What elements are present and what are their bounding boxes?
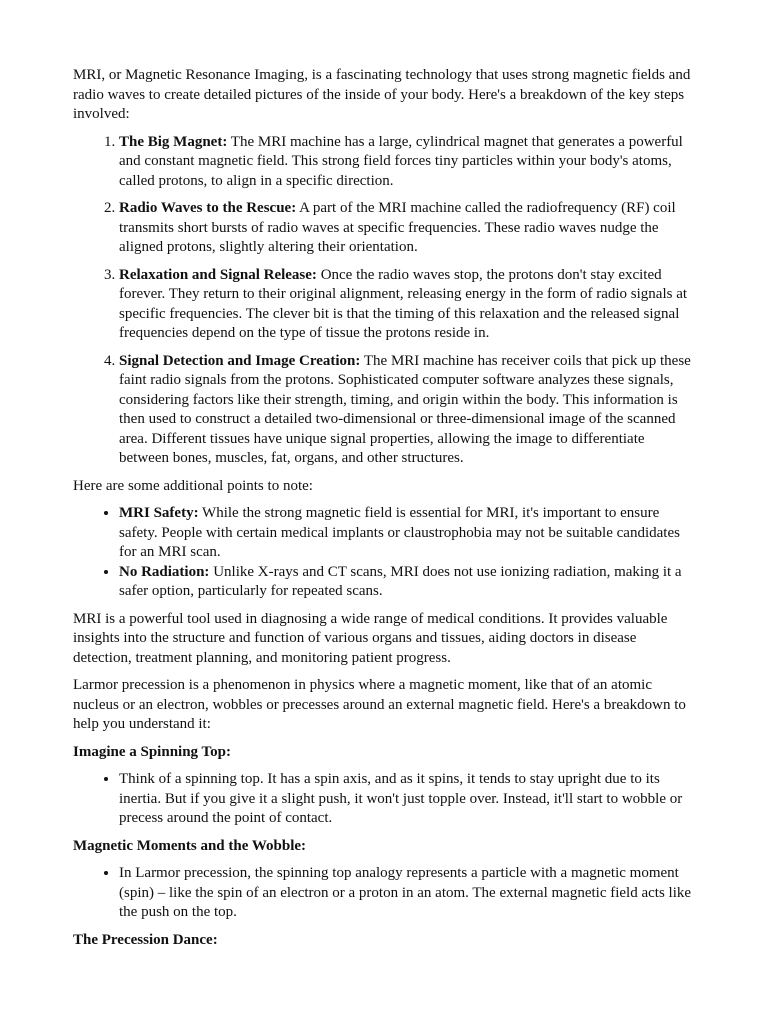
- section-heading: The Precession Dance:: [73, 931, 218, 948]
- list-item: [119, 199, 698, 258]
- point-term: No Radiation:: [119, 563, 210, 580]
- step-term: Relaxation and Signal Release:: [119, 266, 317, 283]
- point-text: While the strong magnetic field is essential for MRI, it's important to ensure safety. People with certain medical implants or claustrophobia may not be suitable candidates for an MRI scan.: [119, 505, 680, 560]
- list-item: [119, 133, 698, 192]
- list-item: • In Larmor precession, the spinning top analogy represents a particle with a magnetic moment (spin) – like the spin of an electron or a proton in an atom. The external magnetic field acts like the push on the top.: [119, 864, 698, 923]
- larmor-intro-paragraph: Larmor precession is a phenomenon in physics where a magnetic moment, like that of an atomic nucleus or an electron, wobbles or precesses around an external magnetic field. Here's a breakdown to help you understand it:: [73, 677, 686, 732]
- step-text: A part of the MRI machine called the radiofrequency (RF) coil transmits short bursts of radio waves at specific frequencies. These radio waves nudge the aligned protons, slightly altering their orientation.: [119, 200, 676, 255]
- step-term: Signal Detection and Image Creation:: [119, 352, 361, 369]
- step-text: The MRI machine has a large, cylindrical magnet that generates a powerful and constant magnetic field. This strong field forces tiny particles within your body's atoms, called protons, to align in a specific direction.: [119, 133, 683, 189]
- step-text: Once the radio waves stop, the protons don't stay excited forever. They return to their original alignment, releasing energy in the form of radio signals at specific frequencies. The clever bit is that the timing of this relaxation and the released signal frequencies depend on the type of tissue the protons reside in.: [119, 266, 688, 341]
- summary-paragraph: MRI is a powerful tool used in diagnosing a wide range of medical conditions. It provides valuable insights into the structure and function of various organs and tissues, aiding doctors in disease detection, treatment planning, and monitoring patient progress.: [73, 610, 668, 666]
- section-bullets: [73, 864, 698, 923]
- additional-intro: Here are some additional points to note:: [73, 477, 313, 494]
- point-term: MRI Safety:: [119, 505, 199, 521]
- section-heading: Imagine a Spinning Top:: [73, 743, 231, 760]
- list-item: [119, 352, 698, 469]
- list-item: [119, 563, 698, 602]
- list-item: [119, 266, 698, 344]
- mri-steps-list: [73, 133, 698, 469]
- section-bullets: [73, 770, 698, 829]
- step-text: The MRI machine has receiver coils that pick up these faint radio signals from the protons. Sophisticated computer software analyzes these signals, considering factors like their strength, timing, and origin within the body. This information is then used to construct a detailed two-dimensional or three-dimensional image of the scanned area. Different tissues have unique signal properties, allowing the image to differentiate between bones, muscles, fat, organs, and other structures.: [119, 352, 691, 466]
- section-heading: Magnetic Moments and the Wobble:: [73, 837, 307, 854]
- list-item: [119, 504, 698, 563]
- intro-paragraph: MRI, or Magnetic Resonance Imaging, is a fascinating technology that uses strong magnetic fields and radio waves to create detailed pictures of the inside of your body. Here's a breakdown of the key steps involved:: [73, 67, 691, 122]
- additional-points-list: [73, 504, 698, 602]
- step-term: Radio Waves to the Rescue:: [119, 200, 297, 216]
- list-item: • Think of a spinning top. It has a spin axis, and as it spins, it tends to stay upright due to its inertia. But if you give it a slight push, it won't just topple over. Instead, it'll start to wobble or precess around the point of contact.: [119, 770, 698, 829]
- step-term: The Big Magnet:: [119, 133, 228, 150]
- point-text: Unlike X-rays and CT scans, MRI does not use ionizing radiation, making it a safer option, particularly for repeated scans.: [119, 563, 682, 599]
